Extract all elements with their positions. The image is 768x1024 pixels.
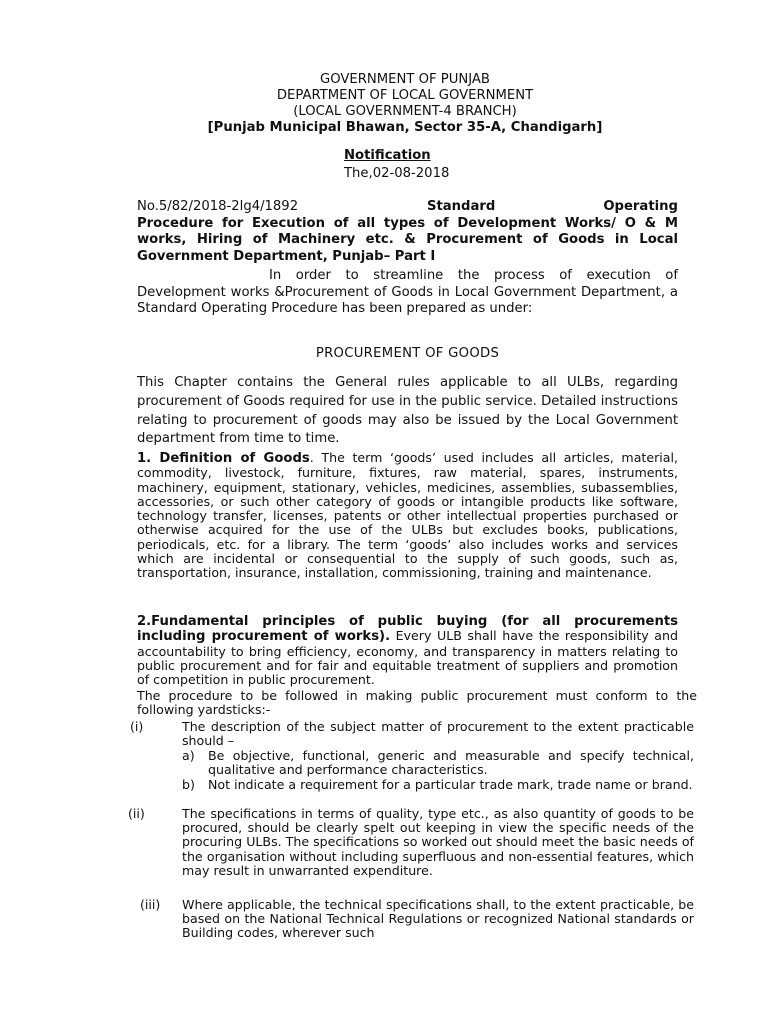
header-branch: (LOCAL GOVERNMENT-4 BRANCH) [293,104,517,119]
reference-block [137,199,678,265]
item-b-label: b) [182,777,195,792]
principles-body: Every ULB shall have the responsibility and accountability to bring efficiency, economy, and transparency in matters relating to public procurement and for fair and equitable treatment of suppliers and promotion of competition in public procurement. [137,628,678,688]
reference-title-mid: Operating [603,199,678,214]
definition-paragraph [137,451,678,581]
reference-number: No.5/82/2018-2lg4/1892 [137,199,299,214]
notification-date: The,02-08-2018 [344,166,450,181]
notification-heading: Notification [344,148,431,163]
item-ii-text: The specifications in terms of quality, type etc., as also quantity of goods to be procured, should be clearly spelt out keeping in view the specific needs of the procuring ULBs. The specifications so worked out should meet the basic needs of the organisation without including superfluous and non-essential features, which may result in unwarranted expenditure. [182,806,694,878]
item-b-text: Not indicate a requirement for a particular trade mark, trade name or brand. [208,777,693,792]
item-iii-text: Where applicable, the technical specifications shall, to the extent practicable, be based on the National Technical Regulations or recognized National standards or Building codes, wherever such [182,897,694,941]
header-government: GOVERNMENT OF PUNJAB [320,72,490,87]
definition-body: . The term ‘goods’ used includes all articles, material, commodity, livestock, furniture, fixtures, raw material, spares, instruments, machinery, equipment, stationary, vehicles, medicines, assemblies, subassemblies, accessories, or such other category of goods or intangible products like software, technology transfer, licenses, patents or other intellectual properties purchased or otherwise acquired for the use of the ULBs but excludes books, publications, periodicals, etc. for a library. The term ‘goods’ also includes works and services which are incidental or consequential to the supply of such goods, such as, transportation, insurance, installation, commissioning, training and maintenance. [137,450,678,581]
reference-title: Procedure for Execution of all types of Development Works/ O & M works, Hiring of Machinery etc. & Procurement of Goods in Local Government Department, Punjab– Part I [137,215,678,264]
header-department: DEPARTMENT OF LOCAL GOVERNMENT [276,88,534,103]
item-a-text: Be objective, functional, generic and measurable and specify technical, qualitative and performance characteristics. [208,748,694,778]
section-title: PROCUREMENT OF GOODS [315,346,500,361]
item-i-label: (i) [130,719,144,734]
item-iii-label: (iii) [140,897,161,912]
letterhead [150,72,660,136]
procedure-paragraph: The procedure to be followed in making public procurement must conform to the following yardsticks:- [137,688,697,718]
item-ii-label: (ii) [128,806,145,821]
definition-heading: 1. Definition of Goods [137,451,310,466]
header-address: [Punjab Municipal Bhawan, Sector 35-A, Chandigarh] [207,120,603,135]
principles-paragraph [137,614,678,687]
item-a-label: a) [182,748,195,763]
item-i-text: The description of the subject matter of procurement to the extent practicable should – [182,719,694,749]
principles-heading: 2.Fundamental principles of public buying (for all procurements including procurement of works). [137,614,678,645]
reference-title-start: Standard [426,199,496,214]
chapter-paragraph: This Chapter contains the General rules applicable to all ULBs, regarding procurement of Goods required for use in the public service. Detailed instructions relating to procurement of goods may also be issued by the Local Government department from time to time. [137,375,678,447]
intro-paragraph: In order to streamline the process of execution of Development works &Procurement of Goods in Local Government Department, a Standard Operating Procedure has been prepared as under: [137,268,678,316]
